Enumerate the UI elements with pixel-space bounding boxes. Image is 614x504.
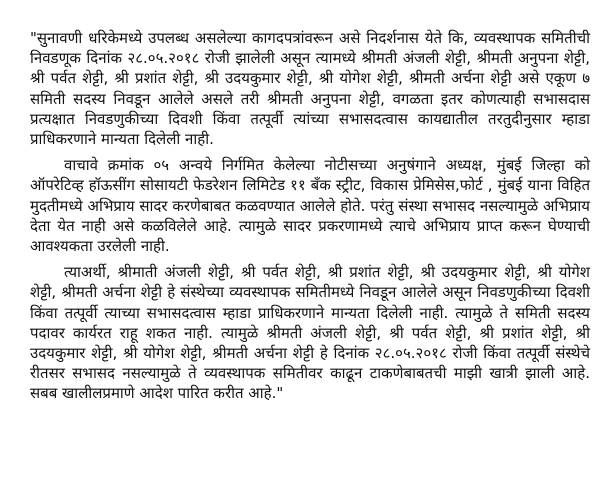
paragraph-hearing-findings: "सुनावणी धरिकेमध्ये उपलब्ध असलेल्या कागदपत्रांवरून असे निदर्शनास येते कि, व्यवस्थापक समितीची निवडणूक दिनांक २८.०५.२०१८ रोजी झालेली असून त्यामध्ये श्रीमती अंजली शेट्टी, श्रीमती अनुपना शेट्टी, श्री पर्वत शेट्टी, श्री प्रशांत शेट्टी, श्री उदयकुमार शेट्टी, श्री योगेश शेट्टी, श्रीमती अर्चना शेट्टी असे एकूण ७ समिती सदस्य निवडून आलेले असले तरी श्रीमती अनुपना शेट्टी, वगळता इतर कोणत्याही सभासदास प्रत्यक्षात निवडणुकीच्या दिवशी किंवा तत्पूर्वी त्यांच्या सभासदत्वास कायद्यातील तरतुदीनुसार म्हाडा प्राधिकरणाने मान्यता दिलेली नाही. <box>30 29 590 149</box>
paragraph-order-reasoning: त्याअर्थी, श्रीमाती अंजली शेट्टी, श्री पर्वत शेट्टी, श्री प्रशांत शेट्टी, श्री उदयकुमार शेट्टी, श्री योगेश शेट्टी, श्रीमती अर्चना शेट्टी हे संस्थेच्या व्यवस्थापक समितीमध्ये निवडून आलेले असून निवडणुकीच्या दिवशी किंवा तत्पूर्वी त्याच्या सभासदत्वास म्हाडा प्राधिकरणाने मान्यता दिलेली नाही. त्यामुळे ते समिती सदस्य पदावर कार्यरत राहू शकत नाही. त्यामुळे श्रीमती अंजली शेट्टी, श्री पर्वत शेट्टी, श्री प्रशांत शेट्टी, श्री उदयकुमार शेट्टी, श्री योगेश शेट्टी, श्रीमती अर्चना शेट्टी हे दिनांक २८.०५.२०१८ रोजी किंवा तत्पूर्वी संस्थेचे रीतसर सभासद नसल्यामुळे ते व्यवस्थापक समितीवर काढून टाकणेबाबतची माझी खात्री झाली आहे. सबब खालीलप्रमाणे आदेश पारित करीत आहे." <box>30 263 590 403</box>
paragraph-federation-notice: वाचावे क्रमांक ०५ अन्वये निर्गमित केलेल्या नोटीसच्या अनुषंगाने अध्यक्ष, मुंबई जिल्हा को ऑपरेटिव्ह हॉऊसींग सोसायटी फेडरेशन लिमिटेड ११ बँक स्ट्रीट, विकास प्रेमिसेस,फोर्ट , मुंबई याना विहित मुदतीमध्ये अभिप्राय सादर करणेबाबत कळवण्यात आलेले होते. परंतु संस्था सभासद नसल्यामुळे अभिप्राय देता येत नाही असे कळविलेले आहे. त्यामुळे सादर प्रकरणामध्ये त्याचे अभिप्राय प्राप्त करून घेण्याची आवश्यकता उरलेली नाही. <box>30 156 590 256</box>
document-body <box>30 28 590 404</box>
